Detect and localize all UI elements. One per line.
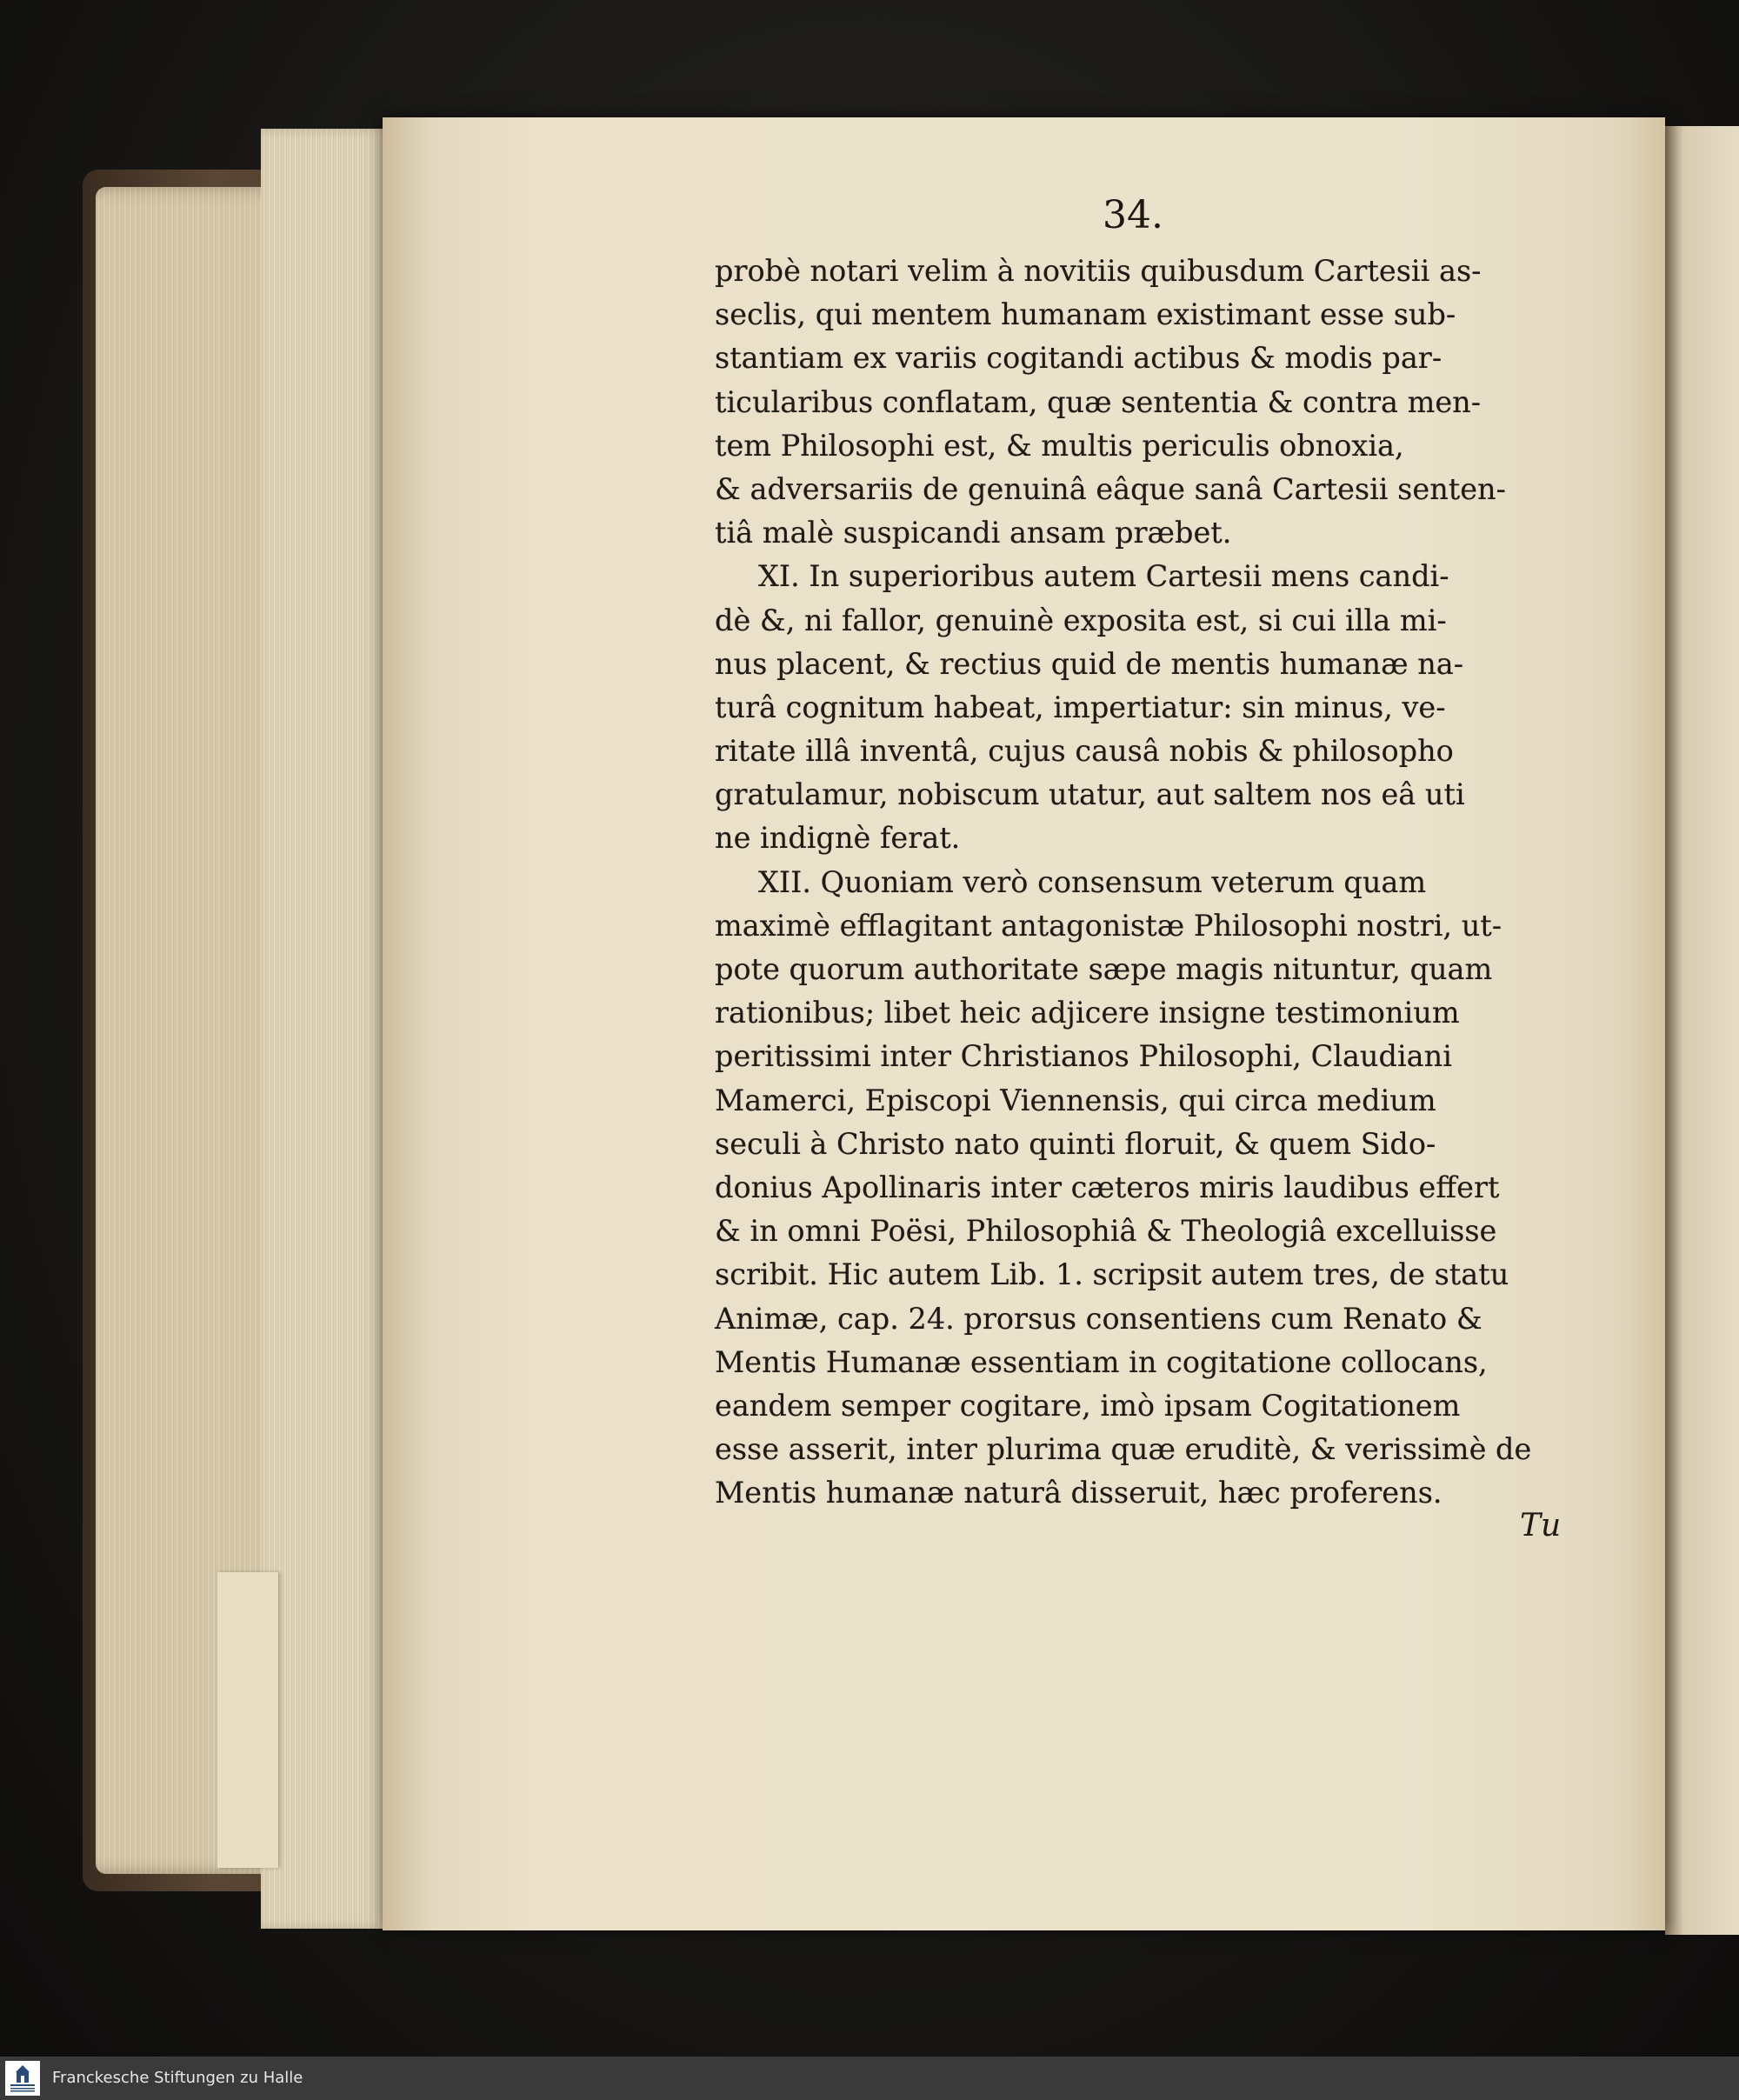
text-line: ne indignè ferat. — [715, 821, 961, 856]
text-line: seclis, qui mentem humanam existimant esse sub- — [715, 297, 1456, 332]
text-line: gratulamur, nobiscum utatur, aut saltem nos eâ uti — [715, 777, 1465, 812]
text-line: Mentis Humanæ essentiam in cogitatione collocans, — [715, 1344, 1488, 1379]
text-line: turâ cognitum habeat, impertiatur: sin minus, ve- — [715, 690, 1446, 724]
text-line: donius Apollinaris inter cæteros miris laudibus effert — [715, 1170, 1500, 1204]
text-line: ritate illâ inventâ, cujus causâ nobis & philosopho — [715, 734, 1454, 769]
text-line: tem Philosophi est, & multis periculis obnoxia, — [715, 428, 1404, 463]
text-line: nus placent, & rectius quid de mentis humanæ na- — [715, 646, 1464, 681]
text-line: pote quorum authoritate sæpe magis nituntur, quam — [715, 952, 1493, 986]
text-line: & in omni Poësi, Philosophiâ & Theologiâ excelluisse — [715, 1214, 1497, 1249]
text-line: Mentis humanæ naturâ disseruit, hæc proferens. — [715, 1476, 1443, 1510]
text-line: seculi à Christo nato quinti floruit, & quem Sido- — [715, 1126, 1436, 1161]
text-line: & adversariis de genuinâ eâque sanâ Cartesii senten- — [715, 471, 1506, 506]
text-line: Mamerci, Episcopi Viennensis, qui circa medium — [715, 1083, 1436, 1117]
page-body-text — [715, 250, 1576, 1515]
text-line: stantiam ex variis cogitandi actibus & modis par- — [715, 341, 1443, 376]
footer-bar — [0, 2057, 1739, 2100]
page-number: 34. — [1103, 193, 1163, 237]
text-line: ticularibus conflatam, quæ sententia & contra men- — [715, 384, 1482, 419]
institution-name: Franckesche Stiftungen zu Halle — [52, 2069, 303, 2087]
text-line: probè notari velim à novitiis quibusdum Cartesii as- — [715, 254, 1482, 288]
page-tab — [217, 1572, 278, 1868]
page-stack — [261, 129, 391, 1929]
text-line: scribit. Hic autem Lib. 1. scripsit autem tres, de statu — [715, 1257, 1509, 1292]
text-line: esse asserit, inter plurima quæ eruditè, & verissimè de — [715, 1432, 1532, 1467]
catchword: Tu — [1520, 1508, 1562, 1543]
text-line: tiâ malè suspicandi ansam præbet. — [715, 516, 1232, 550]
institution-logo-icon — [5, 2061, 40, 2096]
text-line: dè &, ni fallor, genuinè exposita est, si cui illa mi- — [715, 603, 1447, 637]
text-line: peritissimi inter Christianos Philosophi, Claudiani — [715, 1039, 1452, 1074]
facing-page-edge — [1665, 126, 1739, 1935]
text-line: maximè efflagitant antagonistæ Philosophi nostri, ut- — [715, 908, 1502, 943]
text-line: XI. In superioribus autem Cartesii mens candi- — [758, 559, 1449, 594]
text-line: rationibus; libet heic adjicere insigne testimonium — [715, 996, 1460, 1030]
text-line: XII. Quoniam verò consensum veterum quam — [758, 864, 1427, 899]
text-line: Animæ, cap. 24. prorsus consentiens cum Renato & — [715, 1301, 1482, 1336]
text-line: eandem semper cogitare, imò ipsam Cogitationem — [715, 1388, 1461, 1423]
